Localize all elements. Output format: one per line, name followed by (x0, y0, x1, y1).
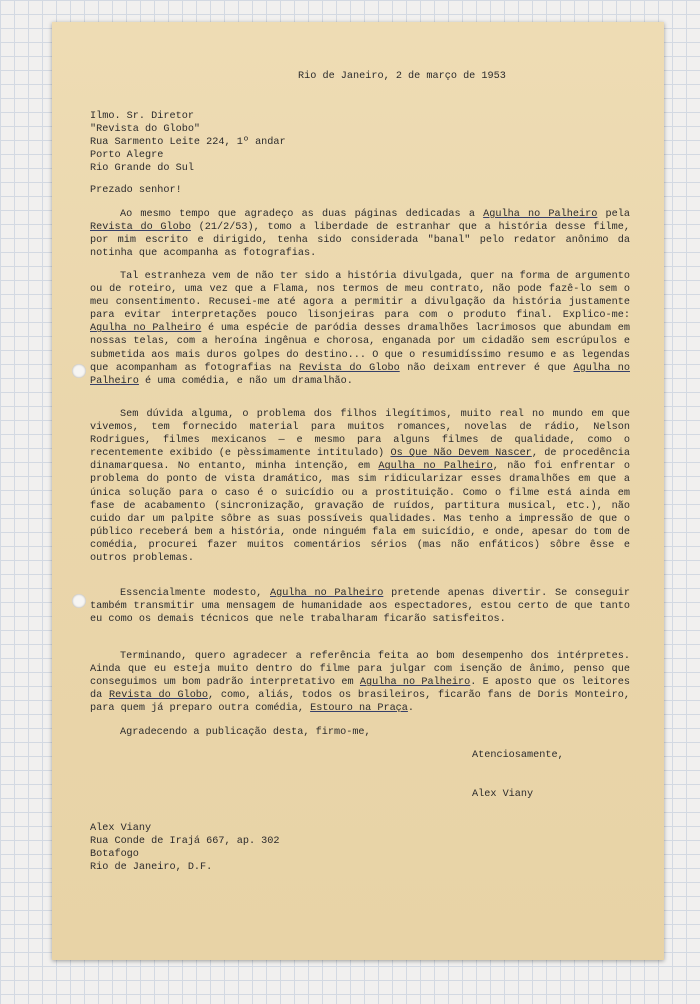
salutation: Prezado senhor! (90, 185, 182, 196)
paragraph: Tal estranheza vem de não ter sido a história divulgada, quer na forma de argumento ou de roteiro, uma vez que a Flama, nos termos de meu contrato, não pode fazê-lo sem o meu consentimento. Recusei-me até agora a permitir a divulgação da história justamente para evitar interpretações pouco lisonjeiras para com o produto final. Explico-me: Agulha no Palheiro é uma espécie de paródia desses dramalhões lacrimosos que abundam em nossas telas, com a heroína ingênua e chorosa, enganada por um cidadão sem escrúpulos e submetida aos mais duros golpes do destino... O que o resumidíssimo resumo e as legendas que acompanham as fotografias na Revista do Globo não deixam entrever é que Agulha no Palheiro é uma comédia, e não um dramalhão. (90, 271, 630, 387)
magazine-title: Revista do Globo (108, 690, 209, 702)
sender-line: Alex Viany (90, 823, 152, 834)
paragraph: Agradecendo a publicação desta, firmo-me, (120, 727, 371, 738)
sender-line: Botafogo (90, 849, 139, 860)
paragraph: Ao mesmo tempo que agradeço as duas páginas dedicadas a Agulha no Palheiro pela Revista do Globo (21/2/53), tomo a liberdade de estranhar que a história desse filme, por mim escrito e dirigido, tenha sido considerada "banal" pelo redator anônimo da notinha que acompanha as fotografias. (90, 209, 630, 260)
film-title: Agulha no Palheiro (90, 362, 630, 387)
punch-hole (72, 364, 86, 378)
letter-sheet (52, 22, 664, 960)
recipient-line: Ilmo. Sr. Diretor (90, 111, 194, 122)
paragraph: Terminando, quero agradecer a referência feita ao bom desempenho dos intérpretes. Ainda que eu esteja muito dentro do filme para julgar com isenção de ânimo, penso que conseguimos um bom padrão interpretativo em Agulha no Palheiro. E aposto que os leitores da Revista do Globo, como, aliás, todos os brasileiros, ficarão fans de Doris Monteiro, para quem já preparo outra comédia, Estouro na Praça. (90, 651, 631, 715)
signature: Alex Viany (472, 789, 534, 800)
closing: Atenciosamente, (472, 750, 564, 761)
sender-line: Rua Conde de Irajá 667, ap. 302 (90, 836, 280, 847)
punch-hole (72, 594, 86, 608)
sender-line: Rio de Janeiro, D.F. (90, 862, 213, 873)
letter-date: Rio de Janeiro, 2 de março de 1953 (298, 71, 506, 82)
magazine-title: Revista do Globo (299, 362, 400, 374)
film-title: Agulha no Palheiro (359, 677, 471, 689)
film-title: Agulha no Palheiro (483, 209, 598, 220)
film-title: Os Que Não Devem Nascer (390, 448, 532, 460)
film-title: Estouro na Praça (310, 703, 408, 715)
recipient-line: Rua Sarmento Leite 224, 1º andar (90, 137, 286, 148)
magazine-title: Revista do Globo (90, 222, 191, 234)
paragraph: Sem dúvida alguma, o problema dos filhos ilegítimos, muito real no mundo em que vivemos, tem fornecido material para muitos romances, novelas de rádio, Nelson Rodrigues, filmes mexicanos — e mesmo para alguns filmes de qualidade, como o recentemente exibido (e pèssimamente intitulado) Os Que Não Devem Nascer, de procedência dinamarquesa. No entanto, minha intenção, em Agulha no Palheiro, não foi enfrentar o problema do ponto de vista dramático, mas sim ridicularizar esses dramalhões em que a única solução para o caso é o suicídio ou a prostituição. Como o filme está ainda em fase de acabamento (sincronização, gravação de ruídos, partitura musical, etc.), não cuido dar um palpite sôbre as suas possíveis qualidades. Mas tenho a impressão de que o público receberá bem a história, onde ninguém fala em suicídio, e onde, apesar do tom de comédia, procurei fazer muitos comentários sérios (mas não enfáticos) sôbre êsse e outros problemas. (90, 409, 630, 565)
recipient-line: "Revista do Globo" (90, 124, 201, 135)
film-title: Agulha no Palheiro (90, 323, 202, 335)
film-title: Agulha no Palheiro (270, 588, 384, 599)
film-title: Agulha no Palheiro (378, 461, 493, 473)
recipient-line: Porto Alegre (90, 150, 164, 161)
paragraph: Essencialmente modesto, Agulha no Palheiro pretende apenas divertir. Se conseguir também transmitir uma mensagem de humanidade aos espectadores, estou certo de que tanto eu como os demais técnicos que nele trabalharam ficarão satisfeitos. (90, 588, 630, 626)
recipient-line: Rio Grande do Sul (90, 163, 194, 174)
